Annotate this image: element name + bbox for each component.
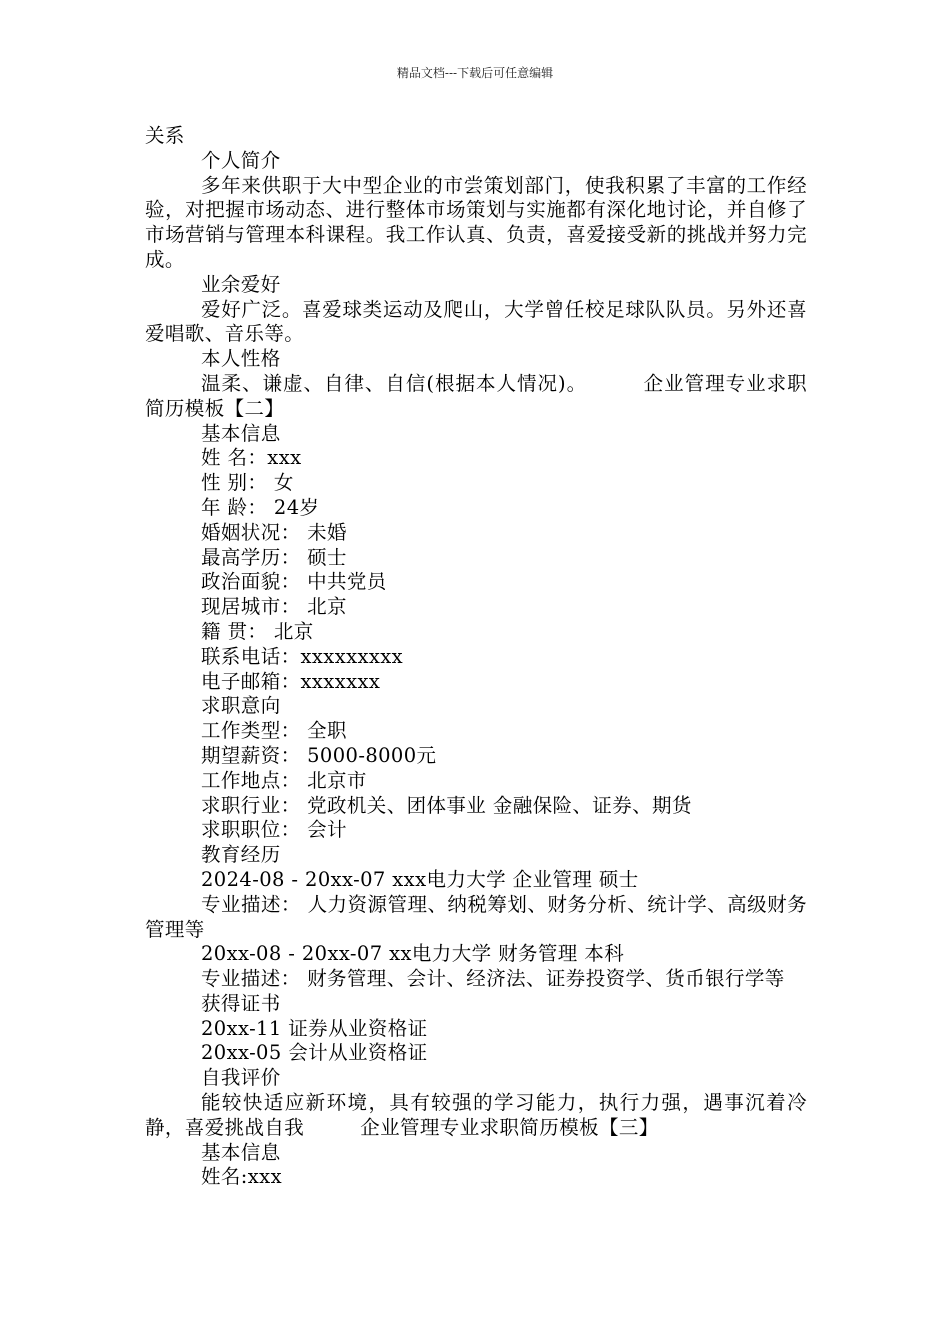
paragraph: 爱好广泛。喜爱球类运动及爬山，大学曾任校足球队队员。另外还喜爱唱歌、音乐等。: [145, 297, 807, 346]
document-body: [145, 124, 807, 1190]
template-title: 企业管理专业求职简历模板【三】: [360, 1115, 659, 1139]
section-heading: 获得证书: [201, 991, 281, 1015]
paragraph: [145, 372, 807, 422]
info-line: 工作类型： 全职: [201, 719, 347, 743]
info-line: 20xx-08 - 20xx-07 xx电力大学 财务管理 本科: [201, 942, 625, 966]
info-line: 联系电话：xxxxxxxxx: [201, 644, 404, 668]
section-heading: 自我评价: [201, 1066, 281, 1090]
page-header: 精品文档---下载后可任意编辑: [396, 66, 554, 80]
paragraph: 多年来供职于大中型企业的市尝策划部门，使我积累了丰富的工作经验，对把握市场动态、进行整体市场策划与实施都有深化地讨论，并自修了市场营销与管理本科课程。我工作认真、负责，喜爱接受新的挑战并努力完成。: [145, 173, 807, 271]
info-line: 婚姻状况： 未婚: [201, 520, 347, 544]
info-line: 电子邮箱：xxxxxxx: [201, 669, 381, 693]
section-heading: 求职意向: [201, 694, 281, 718]
info-line: 20xx-05 会计从业资格证: [201, 1041, 428, 1065]
info-line: 求职行业： 党政机关、团体事业 金融保险、证券、期货: [201, 793, 692, 817]
info-line: 2024-08 - 20xx-07 xxx电力大学 企业管理 硕士: [201, 867, 639, 891]
info-line: 求职职位： 会计: [201, 818, 347, 842]
personality-text: 温柔、谦虚、自律、自信(根据本人情况)。: [201, 371, 588, 395]
section-heading: 业余爱好: [201, 272, 281, 296]
template-title: 企业管理专业求职简历模板【二】: [145, 371, 807, 420]
info-line: 性 别： 女: [201, 471, 294, 495]
paragraph: 专业描述： 财务管理、会计、经济法、证券投资学、货币银行学等: [201, 967, 785, 991]
info-line: 现居城市： 北京: [201, 595, 347, 619]
section-heading: 本人性格: [201, 347, 281, 371]
info-line: 年 龄： 24岁: [201, 495, 320, 519]
paragraph: 专业描述： 人力资源管理、纳税筹划、财务分析、统计学、高级财务管理等: [145, 892, 807, 941]
info-line: 籍 贯： 北京: [201, 619, 314, 643]
section-heading: 基本信息: [201, 1140, 281, 1164]
section-heading: 教育经历: [201, 843, 281, 867]
info-line: 最高学历： 硕士: [201, 545, 347, 569]
info-line: 姓名:xxx: [201, 1165, 282, 1189]
info-line: 20xx-11 证券从业资格证: [201, 1016, 428, 1040]
section-heading: 基本信息: [201, 421, 281, 445]
text-line: 关系: [145, 124, 185, 147]
info-line: 工作地点： 北京市: [201, 768, 367, 792]
info-line: 期望薪资： 5000-8000元: [201, 743, 437, 767]
self-evaluation-text: 能较快适应新环境，具有较强的学习能力，执行力强，遇事沉着冷静，喜爱挑战自我: [145, 1091, 807, 1139]
info-line: 姓 名：xxx: [201, 446, 302, 470]
paragraph: [145, 1091, 807, 1141]
section-heading: 个人简介: [201, 148, 281, 172]
info-line: 政治面貌： 中共党员: [201, 570, 387, 594]
